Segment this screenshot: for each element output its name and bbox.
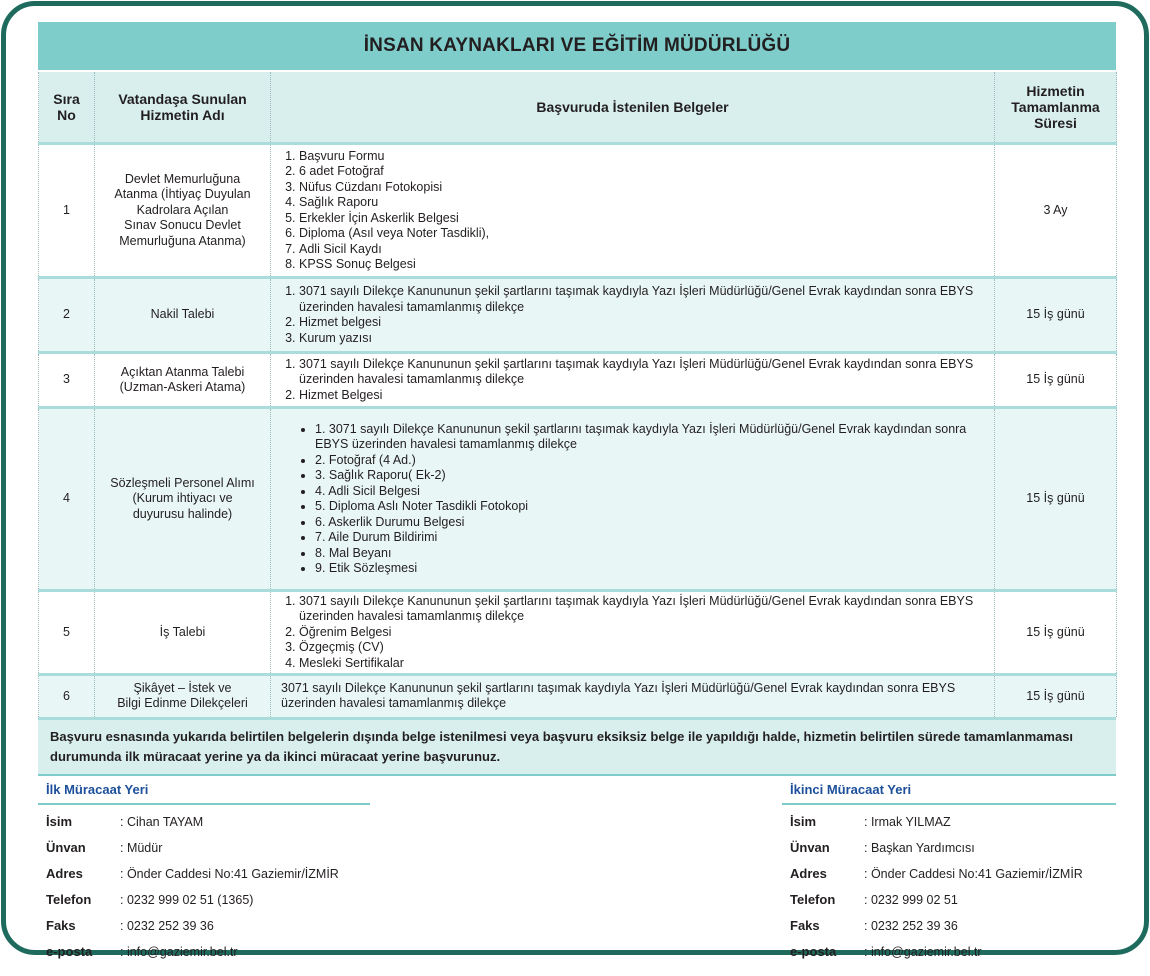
- header-service-line: Hizmetin Adı: [140, 107, 225, 123]
- required-docs: [271, 675, 995, 717]
- services-table: [38, 70, 1117, 717]
- required-docs: [271, 278, 995, 353]
- page-title: İNSAN KAYNAKLARI VE EĞİTİM MÜDÜRLÜĞÜ: [38, 22, 1116, 70]
- second-contact-heading: İkinci Müracaat Yeri: [782, 776, 1116, 805]
- required-docs: [271, 408, 995, 591]
- service-line: (Uzman-Askeri Atama): [119, 380, 246, 394]
- row-number: 5: [39, 591, 95, 675]
- required-docs: [271, 144, 995, 278]
- doc-item: • 9. Etik Sözleşmesi: [315, 561, 990, 577]
- contact-value: : 0232 252 39 36: [120, 918, 214, 933]
- table-row: [39, 591, 1117, 675]
- doc-item: 1. 3071 sayılı Dilekçe Kanununun şekil şartlarını taşımak kaydıyla Yazı İşleri Müdürlüğü/Genel Evrak kaydından sonra EBYS üzerinden havalesi tamamlanmış dilekçe: [299, 284, 990, 315]
- contact-label: Adres: [46, 866, 83, 881]
- header-service-line: Vatandaşa Sunulan: [118, 91, 247, 107]
- doc-item: 4. Sağlık Raporu: [299, 195, 990, 211]
- doc-item: 2. Hizmet belgesi: [299, 315, 990, 331]
- docs-list: [275, 284, 990, 346]
- table-row: [39, 675, 1117, 717]
- service-line: Kadrolara Açılan: [136, 202, 229, 217]
- table-row: [39, 144, 1117, 278]
- doc-item: 5. Erkekler İçin Askerlik Belgesi: [299, 211, 990, 227]
- contact-value: : 0232 252 39 36: [864, 918, 958, 933]
- doc-item: • 8. Mal Beyanı: [315, 546, 990, 562]
- completion-time: 15 İş günü: [995, 278, 1117, 353]
- header-duration-line: Süresi: [1034, 115, 1077, 131]
- table-row: [39, 278, 1117, 353]
- service-name: [95, 591, 271, 675]
- service-name: [95, 353, 271, 408]
- service-line: Açıktan Atanma Talebi: [120, 364, 245, 379]
- contact-value: : Başkan Yardımcısı: [864, 840, 975, 855]
- contact-label: Telefon: [46, 892, 92, 907]
- doc-item: 3. Kurum yazısı: [299, 331, 990, 347]
- contact-row: [782, 809, 1116, 835]
- header-docs: Başvuruda İstenilen Belgeler: [271, 71, 995, 144]
- doc-item: 2. Hizmet Belgesi: [299, 388, 990, 404]
- service-line: Sözleşmeli Personel Alımı: [110, 475, 255, 490]
- table-header-row: [39, 71, 1117, 144]
- row-number: 3: [39, 353, 95, 408]
- doc-item: 6. Diploma (Asıl veya Noter Tasdikli),: [299, 226, 990, 242]
- completion-time: 3 Ay: [995, 144, 1117, 278]
- contact-label: İsim: [790, 814, 817, 829]
- service-line: Atanma (İhtiyaç Duyulan: [114, 187, 251, 202]
- header-duration-line: Hizmetin: [1026, 83, 1085, 99]
- doc-item: • 2. Fotoğraf (4 Ad.): [315, 453, 990, 469]
- doc-text: 3071 sayılı Dilekçe Kanununun şekil şartlarını taşımak kaydıyla Yazı İşleri Müdürlüğü/Genel Evrak kaydından sonra EBYS üzerinden havalesi tamamlanmış dilekçe: [281, 680, 956, 711]
- service-line: Memurluğuna Atanma): [119, 233, 246, 248]
- table-row: [39, 408, 1117, 591]
- doc-item: 1. 3071 sayılı Dilekçe Kanununun şekil şartlarını taşımak kaydıyla Yazı İşleri Müdürlüğü/Genel Evrak kaydından sonra EBYS üzerinden havalesi tamamlanmış dilekçe: [299, 594, 990, 625]
- header-duration-line: Tamamlanma: [1011, 99, 1100, 115]
- required-docs: [271, 353, 995, 408]
- doc-item: • 6. Askerlik Durumu Belgesi: [315, 515, 990, 531]
- doc-item: 1. 3071 sayılı Dilekçe Kanununun şekil şartlarını taşımak kaydıyla Yazı İşleri Müdürlüğü/Genel Evrak kaydından sonra EBYS üzerinden havalesi tamamlanmış dilekçe: [299, 357, 990, 388]
- contact-row: [38, 913, 370, 939]
- contact-row: [782, 835, 1116, 861]
- service-line: Nakil Talebi: [150, 307, 215, 322]
- row-number: 6: [39, 675, 95, 717]
- contact-label: e-posta: [46, 944, 93, 959]
- header-service: [95, 71, 271, 144]
- contact-row: [782, 939, 1116, 965]
- doc-item: • 5. Diploma Aslı Noter Tasdikli Fotokopi: [315, 499, 990, 515]
- doc-item: 4. Mesleki Sertifikalar: [299, 656, 990, 672]
- required-docs: [271, 591, 995, 675]
- docs-list: [275, 149, 990, 273]
- doc-item: • 3. Sağlık Raporu( Ek-2): [315, 468, 990, 484]
- service-line: Devlet Memurluğuna: [124, 171, 241, 186]
- contact-row: [38, 809, 370, 835]
- doc-item: • 4. Adli Sicil Belgesi: [315, 484, 990, 500]
- doc-item: 3. Özgeçmiş (CV): [299, 640, 990, 656]
- contact-label: Telefon: [790, 892, 836, 907]
- doc-item: • 1. 3071 sayılı Dilekçe Kanununun şekil şartlarını taşımak kaydıyla Yazı İşleri Müdürlüğü/Genel Evrak kaydından sonra EBYS üzerinden havalesi tamamlanmış dilekçe: [315, 422, 990, 453]
- contact-row: [782, 861, 1116, 887]
- contact-value: : info@gaziemir.bel.tr: [120, 944, 238, 959]
- header-no-line: Sıra: [53, 91, 80, 107]
- contact-label: Ünvan: [790, 840, 830, 855]
- row-number: 4: [39, 408, 95, 591]
- first-contact-heading: İlk Müracaat Yeri: [38, 776, 370, 805]
- contact-value: : Önder Caddesi No:41 Gaziemir/İZMİR: [864, 866, 1083, 881]
- contact-row: [38, 835, 370, 861]
- service-standards-document: [38, 22, 1116, 976]
- first-contact-block: [38, 776, 370, 965]
- doc-item: • 7. Aile Durum Bildirimi: [315, 530, 990, 546]
- contact-label: Faks: [46, 918, 76, 933]
- contact-value: : Müdür: [120, 840, 163, 855]
- contact-label: Adres: [790, 866, 827, 881]
- contact-row: [38, 887, 370, 913]
- contact-value: : Cihan TAYAM: [120, 814, 204, 829]
- contact-row: [38, 939, 370, 965]
- contact-value: : 0232 999 02 51: [864, 892, 958, 907]
- service-name: [95, 278, 271, 353]
- service-line: İş Talebi: [159, 624, 206, 639]
- header-no-line: No: [57, 107, 76, 123]
- contact-label: İsim: [46, 814, 73, 829]
- completion-time: 15 İş günü: [995, 408, 1117, 591]
- docs-list: [275, 594, 990, 672]
- header-no: [39, 71, 95, 144]
- service-line: (Kurum ihtiyacı ve: [132, 491, 233, 506]
- service-line: Sınav Sonucu Devlet: [124, 218, 241, 233]
- contact-value: : info@gaziemir.bel.tr: [864, 944, 982, 959]
- doc-item: 2. Öğrenim Belgesi: [299, 625, 990, 641]
- contact-row: [38, 861, 370, 887]
- contact-row: [782, 913, 1116, 939]
- row-number: 2: [39, 278, 95, 353]
- table-row: [39, 353, 1117, 408]
- contact-label: e-posta: [790, 944, 837, 959]
- completion-time: 15 İş günü: [995, 675, 1117, 717]
- docs-list: [275, 422, 990, 577]
- contacts-section: [38, 776, 1116, 976]
- service-line: Şikâyet – İstek ve: [133, 680, 232, 695]
- service-line: Bilgi Edinme Dilekçeleri: [117, 696, 248, 711]
- contact-value: : 0232 999 02 51 (1365): [120, 892, 254, 907]
- header-duration: [995, 71, 1117, 144]
- contact-row: [782, 887, 1116, 913]
- second-contact-block: [782, 776, 1116, 965]
- contact-label: Faks: [790, 918, 820, 933]
- docs-list: [275, 357, 990, 404]
- service-line: duyurusu halinde): [132, 506, 233, 521]
- doc-item: 1. Başvuru Formu: [299, 149, 990, 165]
- doc-item: 3. Nüfus Cüzdanı Fotokopisi: [299, 180, 990, 196]
- doc-item: 7. Adli Sicil Kaydı: [299, 242, 990, 258]
- contact-value: : Önder Caddesi No:41 Gaziemir/İZMİR: [120, 866, 339, 881]
- application-note: Başvuru esnasında yukarıda belirtilen belgelerin dışında belge istenilmesi veya başvuru eksiksiz belge ile yapıldığı halde, hizmetin belirtilen sürede tamamlanmaması durumunda ilk müracaat yerine ya da ikinci müracaat yerine başvurunuz.: [38, 717, 1116, 776]
- contact-value: : Irmak YILMAZ: [864, 814, 951, 829]
- doc-item: 2. 6 adet Fotoğraf: [299, 164, 990, 180]
- doc-item: 8. KPSS Sonuç Belgesi: [299, 257, 990, 273]
- row-number: 1: [39, 144, 95, 278]
- service-name: [95, 408, 271, 591]
- completion-time: 15 İş günü: [995, 353, 1117, 408]
- service-name: [95, 675, 271, 717]
- contact-label: Ünvan: [46, 840, 86, 855]
- completion-time: 15 İş günü: [995, 591, 1117, 675]
- service-name: [95, 144, 271, 278]
